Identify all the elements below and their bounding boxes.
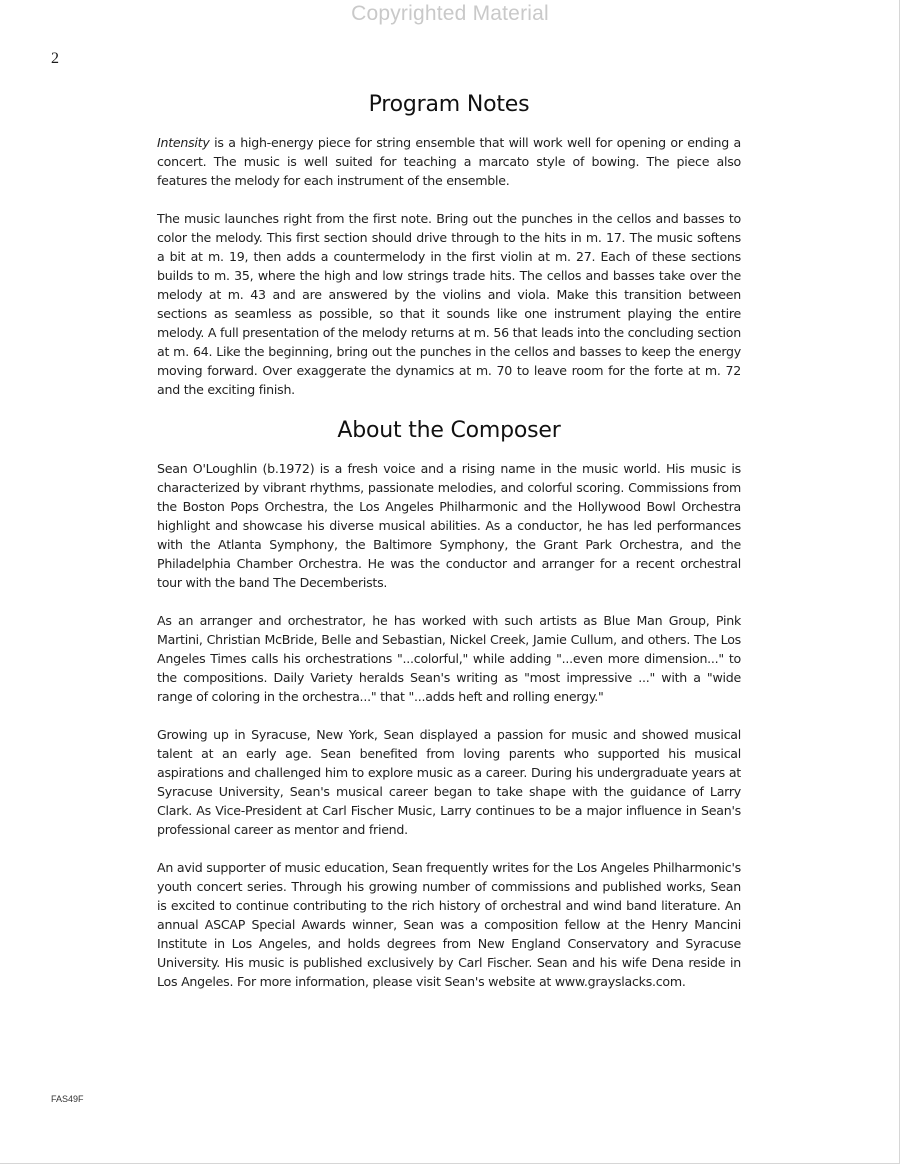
- program-notes-paragraph-1: [157, 133, 741, 190]
- catalog-code: FAS49F: [51, 1094, 84, 1104]
- composer-paragraph-4: An avid supporter of music education, Sean frequently writes for the Los Angeles Philharmonic's youth concert series. Through his growing number of commissions and published works, Sean is excited to continue contributing to the rich history of orchestral and wind band literature. An annual ASCAP Special Awards winner, Sean was a composition fellow at the Henry Mancini Institute in Los Angeles, and holds degrees from New England Conservatory and Syracuse University. His music is published exclusively by Carl Fischer. Sean and his wife Dena reside in Los Angeles. For more information, please visit Sean's website at www.grayslacks.com.: [157, 860, 741, 989]
- program-notes-paragraph-1-text: is a high-energy piece for string ensemble that will work well for opening or ending a concert. The music is well suited for teaching a marcato style of bowing. The piece also features the melody for each instrument of the ensemble.: [157, 135, 741, 188]
- watermark: Copyrighted Material: [351, 2, 549, 25]
- about-composer-title: About the Composer: [337, 418, 561, 443]
- program-notes-title: Program Notes: [368, 92, 530, 117]
- composer-paragraph-1: Sean O'Loughlin (b.1972) is a fresh voice and a rising name in the music world. His music is characterized by vibrant rhythms, passionate melodies, and colorful scoring. Commissions from the Boston Pops Orchestra, the Los Angeles Philharmonic and the Hollywood Bowl Orchestra highlight and showcase his diverse musical abilities. As a conductor, he has led performances with the Atlanta Symphony, the Baltimore Symphony, the Grant Park Orchestra, and the Philadelphia Chamber Orchestra. He was the conductor and arranger for a recent orchestral tour with the band The Decemberists.: [157, 461, 741, 590]
- composer-paragraph-2: As an arranger and orchestrator, he has worked with such artists as Blue Man Group, Pink Martini, Christian McBride, Belle and Sebastian, Nickel Creek, Jamie Cullum, and others. The Los Angeles Times calls his orchestrations "...colorful," while adding "...even more dimension..." to the compositions. Daily Variety heralds Sean's writing as "most impressive ..." with a "wide range of coloring in the orchestra..." that "...adds heft and rolling energy.": [157, 613, 741, 704]
- program-notes-paragraph-2: The music launches right from the first note. Bring out the punches in the cellos and basses to color the melody. This first section should drive through to the hits in m. 17. The music softens a bit at m. 19, then adds a countermelody in the first violin at m. 27. Each of these sections builds to m. 35, where the high and low strings trade hits. The cellos and basses take over the melody at m. 43 and are answered by the violins and viola. Make this transition between sections as seamless as possible, so that it sounds like one instrument playing the entire melody. A full presentation of the melody returns at m. 56 that leads into the concluding section at m. 64. Like the beginning, bring out the punches in the cellos and basses to keep the energy moving forward. Over exaggerate the dynamics at m. 70 to leave room for the forte at m. 72 and the exciting finish.: [157, 211, 741, 397]
- page-number: 2: [51, 50, 59, 67]
- page-content: [157, 92, 741, 1010]
- piece-title: Intensity: [157, 135, 210, 150]
- composer-paragraph-3: Growing up in Syracuse, New York, Sean displayed a passion for music and showed musical talent at an early age. Sean benefited from loving parents who supported his musical aspirations and challenged him to explore music as a career. During his undergraduate years at Syracuse University, Sean's musical career began to take shape with the guidance of Larry Clark. As Vice-President at Carl Fischer Music, Larry continues to be a major influence in Sean's professional career as mentor and friend.: [157, 727, 741, 837]
